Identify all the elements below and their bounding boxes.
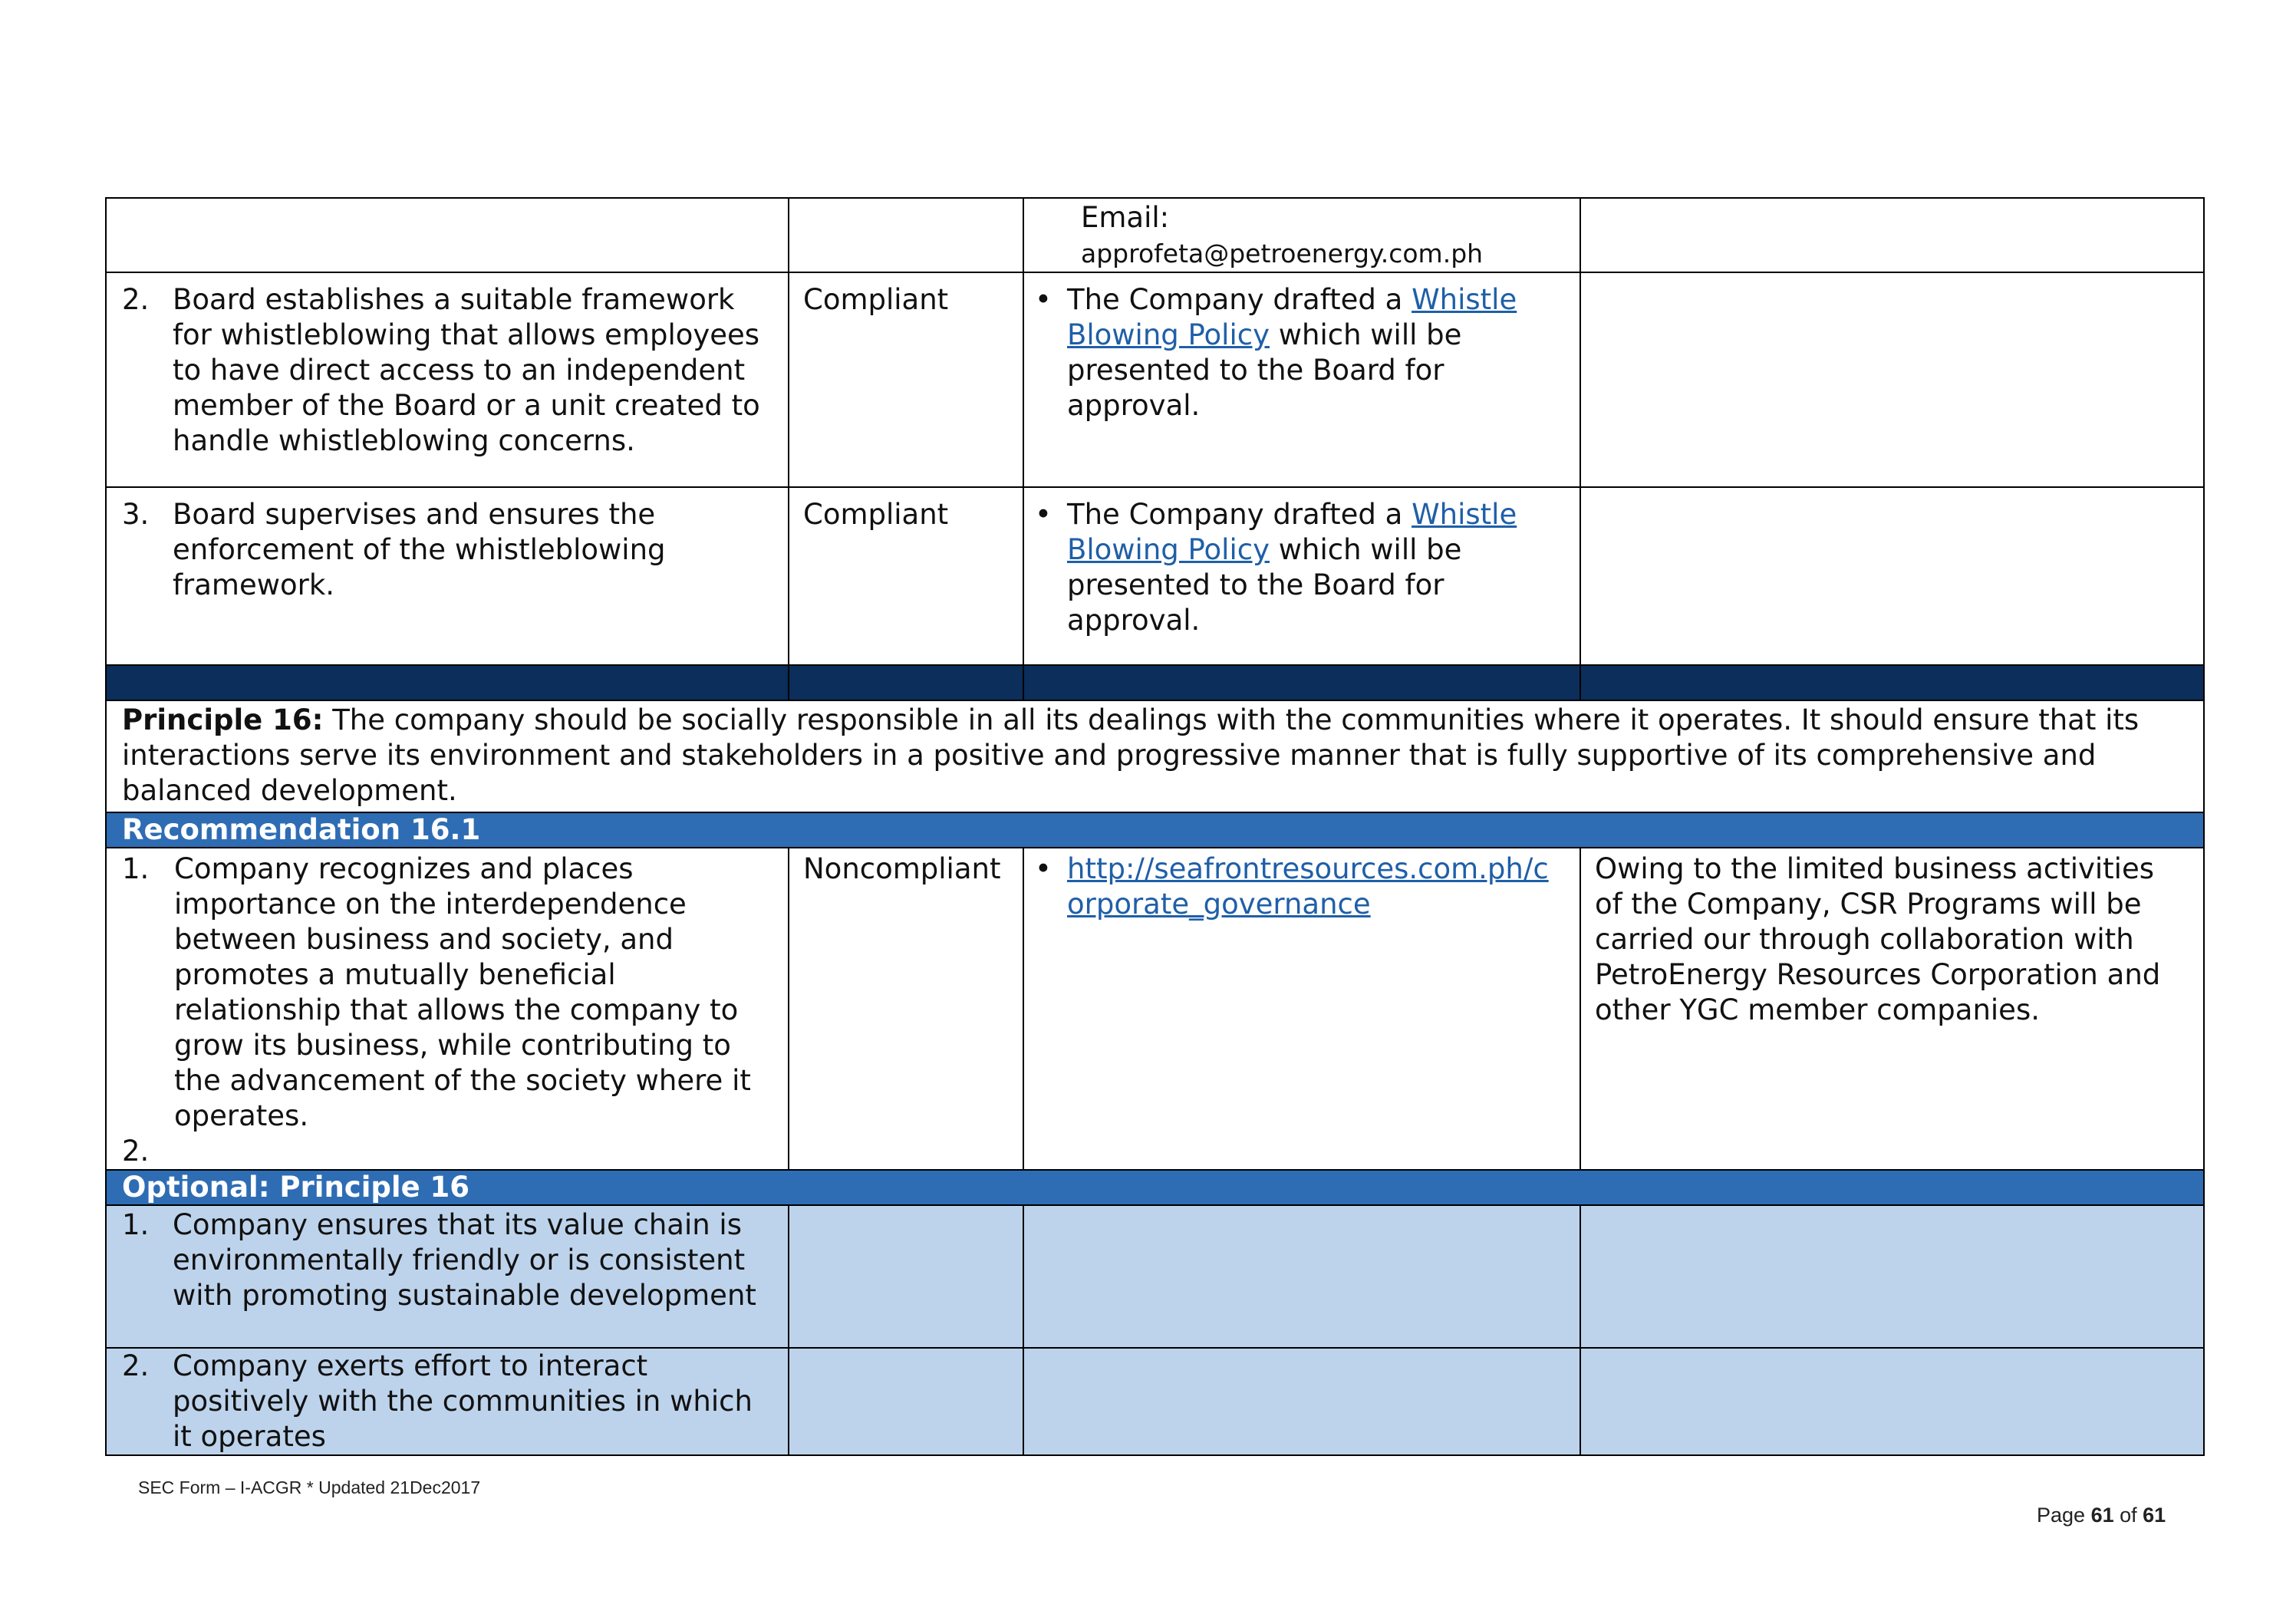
recommendation-cell bbox=[106, 198, 789, 272]
explanation-text: which will be presented to the Board for approval. bbox=[1067, 533, 1462, 637]
remarks-cell bbox=[1580, 1205, 2204, 1348]
item-text: Company exerts effort to interact positively with the communities in which it operates bbox=[173, 1349, 753, 1453]
divider-cell bbox=[1023, 665, 1580, 700]
whistle-blowing-policy-link[interactable]: Whistle Blowing Policy bbox=[1067, 498, 1517, 566]
principle-row bbox=[106, 700, 2204, 812]
status-cell bbox=[789, 848, 1023, 1170]
section-divider-row bbox=[106, 665, 2204, 700]
optional-header-row bbox=[106, 1170, 2204, 1205]
explanation-cell bbox=[1023, 487, 1580, 665]
compliance-status: Compliant bbox=[803, 498, 949, 531]
page-of: of bbox=[2113, 1504, 2143, 1527]
explanation-cell bbox=[1023, 1348, 1580, 1455]
page-total: 61 bbox=[2143, 1504, 2166, 1527]
table-row bbox=[106, 1205, 2204, 1348]
item-number: 2. bbox=[122, 1349, 150, 1382]
item-number: 1. bbox=[122, 1208, 150, 1241]
compliance-status: Noncompliant bbox=[803, 852, 1001, 885]
status-cell bbox=[789, 272, 1023, 487]
table-row bbox=[106, 848, 2204, 1170]
compliance-table bbox=[105, 197, 2205, 1456]
remarks-cell bbox=[1580, 848, 2204, 1170]
item-number: 1. bbox=[122, 852, 150, 885]
explanation-cell bbox=[1023, 198, 1580, 272]
item-number: 2. bbox=[122, 1135, 150, 1168]
divider-cell bbox=[1580, 665, 2204, 700]
page-word: Page bbox=[2037, 1504, 2091, 1527]
recommendation-cell bbox=[106, 1205, 789, 1348]
compliance-status: Compliant bbox=[803, 283, 949, 316]
email-label: Email: bbox=[1081, 201, 1170, 234]
explanation-text: The Company drafted a bbox=[1067, 283, 1412, 316]
item-text: Board supervises and ensures the enforcement of the whistleblowing framework. bbox=[173, 498, 666, 601]
status-cell bbox=[789, 1348, 1023, 1455]
principle-text: The company should be socially responsible in all its dealings with the communities where it operates. It should ensure that its interactions serve its environment and stakeholders in a positive and progressive manner that is fully supportive of its comprehensive and balanced development. bbox=[122, 703, 2140, 807]
corporate-governance-link[interactable]: http://seafrontresources.com.ph/corporate_governance bbox=[1067, 852, 1549, 921]
recommendation-cell bbox=[106, 272, 789, 487]
bullet-icon: • bbox=[1035, 498, 1052, 531]
item-text: Company recognizes and places importance on the interdependence between business and society, and promotes a mutually beneficial relationship that allows the company to grow its business, while contributing to the advancement of the society where it operates. bbox=[174, 852, 751, 1132]
status-cell bbox=[789, 1205, 1023, 1348]
page-number bbox=[2037, 1504, 2166, 1527]
item-text: Company ensures that its value chain is environmentally friendly or is consistent with promoting sustainable development bbox=[173, 1208, 756, 1312]
table-row bbox=[106, 272, 2204, 487]
bullet-icon: • bbox=[1035, 852, 1052, 885]
explanation-cell bbox=[1023, 1205, 1580, 1348]
principle-label: Principle 16: bbox=[122, 703, 324, 736]
table-row bbox=[106, 1348, 2204, 1455]
recommendation-cell bbox=[106, 848, 789, 1170]
item-number: 2. bbox=[122, 283, 150, 316]
item-text: Board establishes a suitable framework for whistleblowing that allows employees to have direct access to an independent member of the Board or a unit created to handle whistleblowing concerns. bbox=[173, 283, 760, 457]
recommendation-cell bbox=[106, 1348, 789, 1455]
item-number: 3. bbox=[122, 498, 150, 531]
divider-cell bbox=[106, 665, 789, 700]
remarks-cell bbox=[1580, 1348, 2204, 1455]
remarks-cell bbox=[1580, 272, 2204, 487]
footer-form-label: SEC Form – I-ACGR * Updated 21Dec2017 bbox=[138, 1477, 481, 1497]
remarks-text: Owing to the limited business activities of the Company, CSR Programs will be carried our through collaboration with PetroEnergy Resources Corporation and other YGC member companies. bbox=[1595, 852, 2161, 1026]
recommendation-cell bbox=[106, 487, 789, 665]
explanation-cell bbox=[1023, 848, 1580, 1170]
explanation-cell bbox=[1023, 272, 1580, 487]
remarks-cell bbox=[1580, 487, 2204, 665]
status-cell bbox=[789, 487, 1023, 665]
explanation-text: which will be presented to the Board for approval. bbox=[1067, 318, 1462, 422]
optional-title: Optional: Principle 16 bbox=[106, 1170, 2204, 1205]
divider-cell bbox=[789, 665, 1023, 700]
email-address: approfeta@petroenergy.com.ph bbox=[1081, 239, 1484, 268]
table-row-email bbox=[106, 198, 2204, 272]
whistle-blowing-policy-link[interactable]: Whistle Blowing Policy bbox=[1067, 283, 1517, 351]
principle-cell bbox=[106, 700, 2204, 812]
recommendation-title: Recommendation 16.1 bbox=[106, 812, 2204, 848]
table-row bbox=[106, 487, 2204, 665]
page-current: 61 bbox=[2090, 1504, 2114, 1527]
recommendation-header-row bbox=[106, 812, 2204, 848]
bullet-icon: • bbox=[1035, 283, 1052, 316]
status-cell bbox=[789, 198, 1023, 272]
remarks-cell bbox=[1580, 198, 2204, 272]
explanation-text: The Company drafted a bbox=[1067, 498, 1412, 531]
